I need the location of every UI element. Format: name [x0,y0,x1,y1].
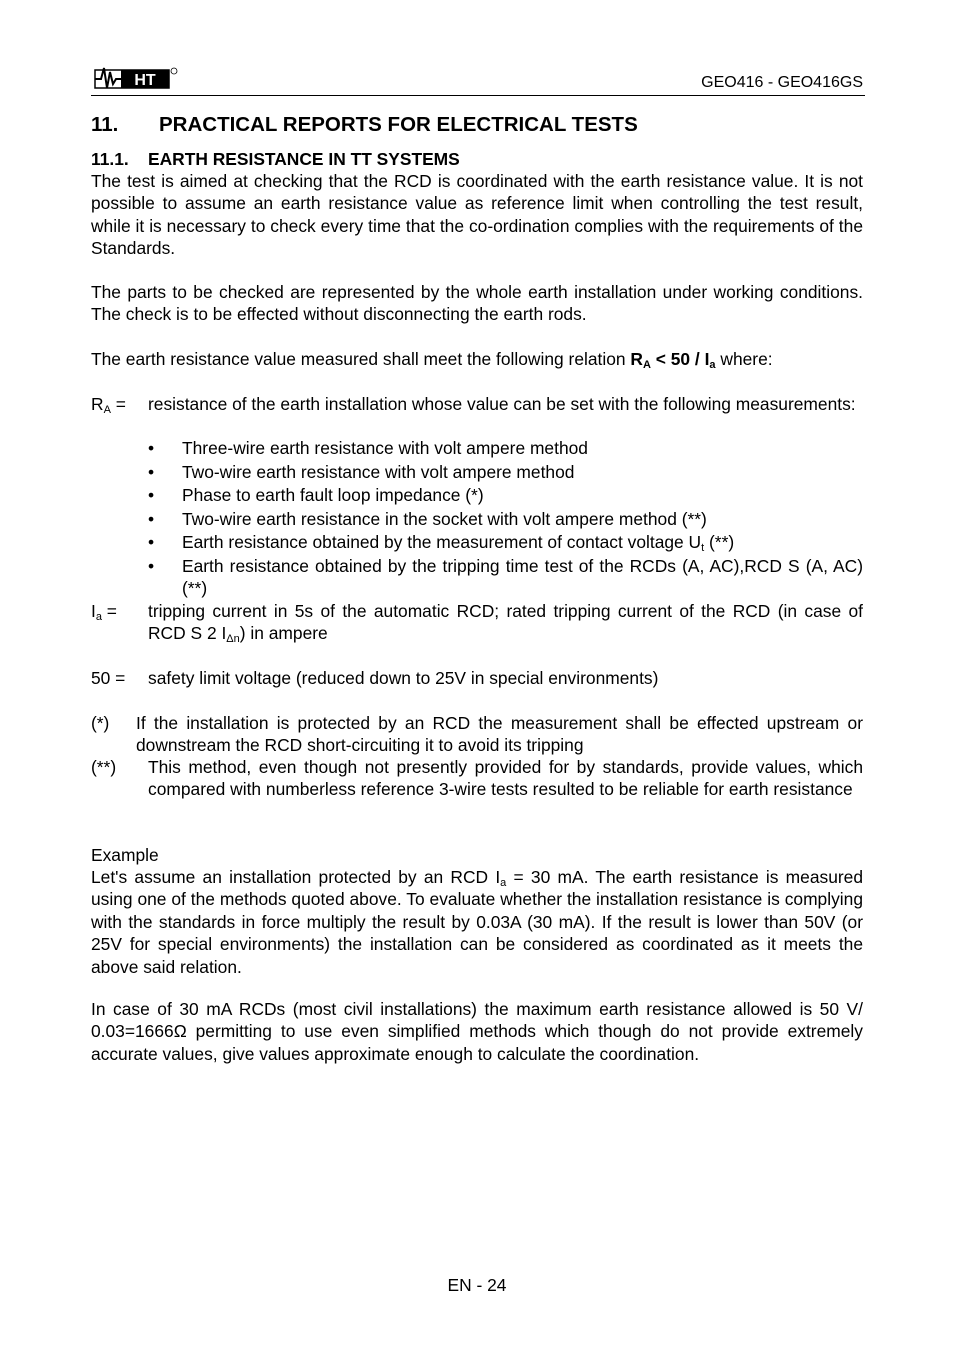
subsection-title: EARTH RESISTANCE IN TT SYSTEMS [148,149,460,169]
example-lead: Let's assume an installation protected by an RCD I [91,867,501,887]
list-item [148,531,863,555]
subsection-number: 11.1. [91,149,129,169]
ra-symbol-sub: A [103,404,111,416]
relation-paragraph [91,348,863,370]
list-item [148,555,863,600]
list-item [148,484,863,508]
note-single-star-label: (*) [91,713,110,733]
definition-50-text: safety limit voltage (reduced down to 25V in special environments) [148,668,659,688]
relation-lead: The earth resistance value measured shall meet the following relation [91,349,631,369]
section-title: PRACTICAL REPORTS FOR ELECTRICAL TESTS [159,113,638,136]
bullet-icon: • [148,485,155,506]
parts-paragraph: The parts to be checked are represented by the whole earth installation under working conditions. The check is to be effected without disconnecting the earth rods. [91,282,863,325]
definition-ra-text: resistance of the earth installation whose value can be set with the following measurements: [148,394,856,414]
list-item-text: Earth resistance obtained by the measurement of contact voltage U [182,532,702,553]
ia-text-tail: ) in ampere [239,623,328,644]
list-item-text: Phase to earth fault loop impedance (*) [182,485,484,506]
note-double-star-text: This method, even though not presently provided for by standards, provide values, which compared with numberless reference 3-wire tests resulted to be reliable for earth resistance [148,757,863,800]
example-paragraph-2: In case of 30 mA RCDs (most civil installations) the maximum earth resistance allowed is 50 V/ 0.03=1666Ω permitting to use even simplified methods which though do not provide extremely accurate values, give values approximate enough to calculate the coordination. [91,999,863,1064]
logo-text: HT [134,72,156,89]
bullet-icon: • [148,555,155,576]
page-number: EN - 24 [447,1275,507,1295]
relation-tail: where: [715,349,773,369]
example-heading: Example [91,845,159,865]
formula-r: R [630,349,643,369]
list-item-text: Two-wire earth resistance with volt ampere method [182,461,575,482]
list-item-text: Earth resistance obtained by the tripping time test of the RCDs (A, AC),RCD S (A, AC) (**) [182,555,863,599]
example-tail: = 30 mA. The earth resistance is measured using one of the methods quoted above. To evaluate whether the installation resistance is complying with the standards in force multiply the result by 0.03A (30 mA). If the result is lower than 50V (or 25V for special environments) the installation can be considered as coordinated as it meets the above said relation. [91,867,863,977]
list-item [148,437,863,461]
definition-50-label: 50 = [91,668,126,688]
note-double-star-label: (**) [91,757,117,777]
ia-symbol-sub: a [95,611,102,623]
page-header [91,64,865,96]
section-number: 11. [91,113,119,136]
list-item-tail: (**) [704,532,735,553]
ia-text-sub: Δn [226,633,240,646]
list-item-sub: t [701,542,705,555]
formula-i-sub: a [709,359,716,371]
bullet-icon: • [148,532,155,553]
list-item [148,508,863,532]
list-item [148,461,863,485]
bullet-icon: • [148,438,155,458]
ia-equals: = [101,601,117,621]
bullet-icon: • [148,508,155,529]
ia-text-lead: tripping current in 5s of the automatic RCD; rated tripping current of the RCD (in case of RCD S 2 I [148,601,863,644]
measurement-methods-list [148,437,863,600]
ht-logo [91,64,181,90]
formula-r-sub: A [642,359,651,371]
list-item-text: Three-wire earth resistance with volt ampere method [182,438,588,458]
subsection-heading [91,148,460,170]
bullet-icon: • [148,461,155,482]
example-sub: a [500,877,507,889]
list-item-text: Two-wire earth resistance in the socket with volt ampere method (**) [182,508,707,529]
formula-mid: < 50 / I [650,349,710,369]
relation-formula [630,349,715,369]
ra-symbol: R [91,394,104,414]
section-heading [91,114,638,136]
definition-ra-label [91,393,126,415]
ia-symbol: I [91,601,96,621]
ra-equals: = [110,394,126,414]
intro-paragraph: The test is aimed at checking that the RCD is coordinated with the earth resistance value. It is not possible to assume an earth resistance value as reference limit when controlling the test result, while it is necessary to check every time that the co-ordination complies with the requirements of the Standards. [91,171,863,259]
definition-ia-text [148,600,863,645]
example-paragraph [91,866,863,978]
document-id: GEO416 - GEO416GS [701,74,863,91]
definition-ia-label [91,600,117,622]
note-single-star-text: If the installation is protected by an RCD the measurement shall be effected upstream or downstream the RCD short-circuiting it to avoid its tripping [136,713,863,756]
